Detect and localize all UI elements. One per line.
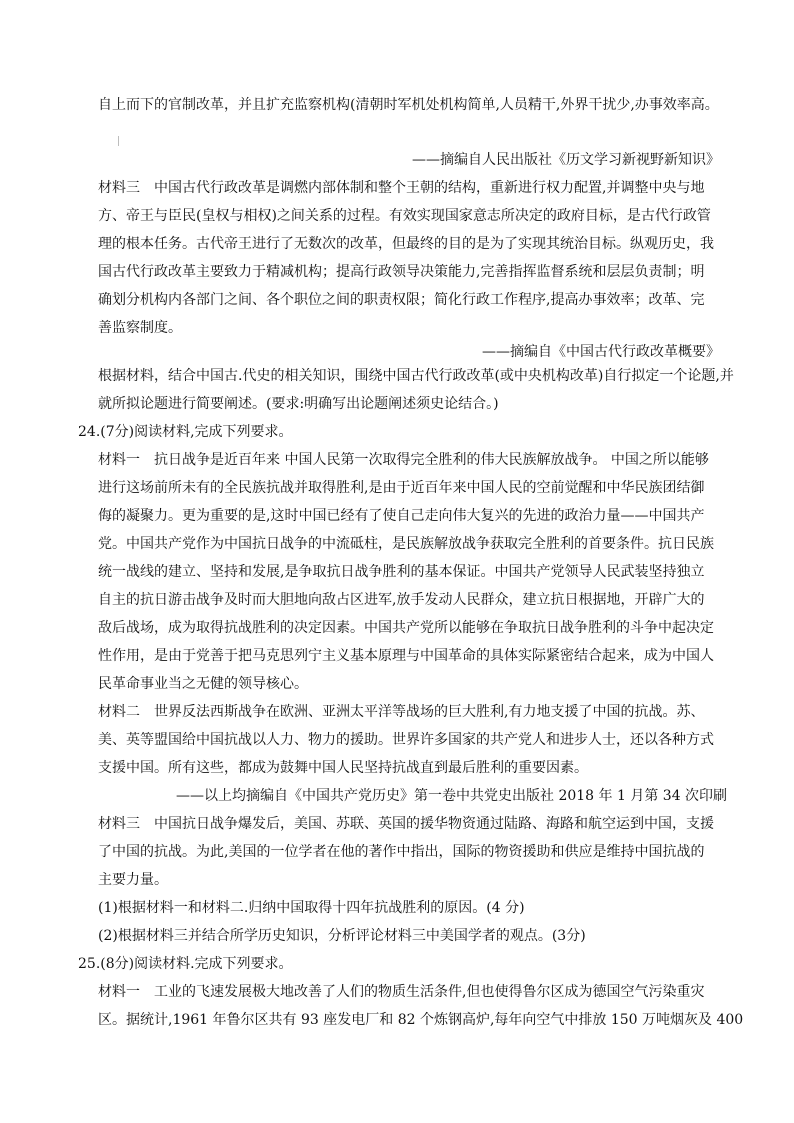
sub-question: (2)根据材料三并结合所学历史知识，分析评论材料三中美国学者的观点。(3分) — [98, 928, 586, 944]
text-line: 善监察制度。 — [98, 320, 182, 336]
text-line: 敌后战场，成为取得抗战胜利的决定因素。中国共产党所以能够在争取抗日战争胜利的斗争中起决定 — [98, 620, 714, 636]
text-line: 就所拟论题进行简要阐述。(要求:明确写出论题阐述须史论结合。) — [98, 396, 499, 412]
text-line: 国古代行政改革主要致力于精减机构；提高行政领导决策能力,完善指挥监督系统和层层负责制；明 — [98, 264, 705, 280]
text-line: 自主的抗日游击战争及时而大胆地向敌占区进军,放手发动人民群众，建立抗日根据地，开辟广大的 — [98, 592, 705, 608]
question-header: 24.(7分)阅读材料,完成下列要求。 — [78, 424, 293, 440]
text-line: 区。据统计,1961 年鲁尔区共有 93 座发电厂和 82 个炼钢高炉,每年向空气中排放 150 万吨烟灰及 400 — [98, 1012, 744, 1028]
text-line: 支援中国。所有这些，都成为鼓舞中国人民坚持抗战直到最后胜利的重要因素。 — [98, 760, 588, 776]
source-citation: ——以上均摘编自《中国共产党历史》第一卷中共党史出版社 2018 年 1 月第 34 次印刷 — [176, 788, 728, 804]
text-line: 理的根本任务。古代帝王进行了无数次的改革，但最终的目的是为了实现其统治目标。纵观历史，我 — [98, 236, 714, 252]
text-line: 方、帝王与臣民(皇权与相权)之间关系的过程。有效实现国家意志所决定的政府目标，是古代行政管 — [98, 208, 711, 224]
text-line: 材料一 工业的飞速发展极大地改善了人们的物质生活条件,但也使得鲁尔区成为德国空气污染重灾 — [98, 984, 705, 1000]
sub-question: (1)根据材料一和材料二.归纳中国取得十四年抗战胜利的原因。(4 分) — [98, 900, 525, 916]
text-line: 确划分机构内各部门之间、各个职位之间的职责权限；简化行政工作程序,提高办事效率；改革、完 — [98, 292, 705, 308]
source-citation: ——摘编自人民出版社《历文学习新视野新知识》 — [412, 152, 720, 168]
text-line: 材料三 中国抗日战争爆发后，美国、苏联、英国的援华物资通过陆路、海路和航空运到中国，支援 — [98, 816, 714, 832]
text-line: 性作用，是由于党善于把马克思列宁主义基本原理与中国革命的具体实际紧密结合起来，成为中国人 — [98, 648, 714, 664]
text-line: 自上而下的官制改革，并且扩充监察机构(清朝时军机处机构简单,人员精干,外界干扰少,办事效率高。 — [98, 97, 719, 113]
question-header: 25.(8分)阅读材料.完成下列要求。 — [78, 956, 293, 972]
text-line: 材料三 中国古代行政改革是调燃内部体制和整个王朝的结构，重新进行权力配置,并调整中央与地 — [98, 180, 705, 196]
text-line: 美、英等盟国给中国抗战以人力、物力的援助。世界许多国家的共产党人和进步人士，还以各种方式 — [98, 732, 714, 748]
text-line: 党。中国共产党作为中国抗日战争的中流砥柱，是民族解放战争获取完全胜利的首要条件。抗日民族 — [98, 536, 714, 552]
text-line: 主要力量。 — [98, 872, 168, 888]
text-line: 了中国的抗战。为此,美国的一位学者在他的著作中指出，国际的物资援助和供应是维持中国抗战的 — [98, 844, 705, 860]
text-line: 民革命事业当之无健的领导核心。 — [98, 676, 308, 692]
text-line: 进行这场前所未有的全民族抗战并取得胜利,是由于近百年来中国人民的空前觉醒和中华民族团结御 — [98, 480, 705, 496]
text-line: 根据材料，结合中国古.代史的相关知识，围绕中国古代行政改革(或中央机构改革)自行拟定一个论题,并 — [98, 368, 734, 384]
stray-mark — [118, 136, 119, 146]
text-line: 侮的凝聚力。更为重要的是,这时中国已经有了使自己走向伟大复兴的先进的政治力量——中国共产 — [98, 508, 705, 524]
source-citation: ——摘编自《中国古代行政改革概要》 — [482, 344, 720, 360]
text-line: 材料一 抗日战争是近百年来 中国人民第一次取得完全胜利的伟大民族解放战争。 中国之所以能够 — [98, 452, 709, 468]
text-line: 统一战线的建立、坚持和发展,是争取抗日战争胜利的基本保证。中国共产党领导人民武装坚持独立 — [98, 564, 705, 580]
text-line: 材料二 世界反法西斯战争在欧洲、亚洲太平洋等战场的巨大胜利,有力地支援了中国的抗战。苏、 — [98, 704, 705, 720]
